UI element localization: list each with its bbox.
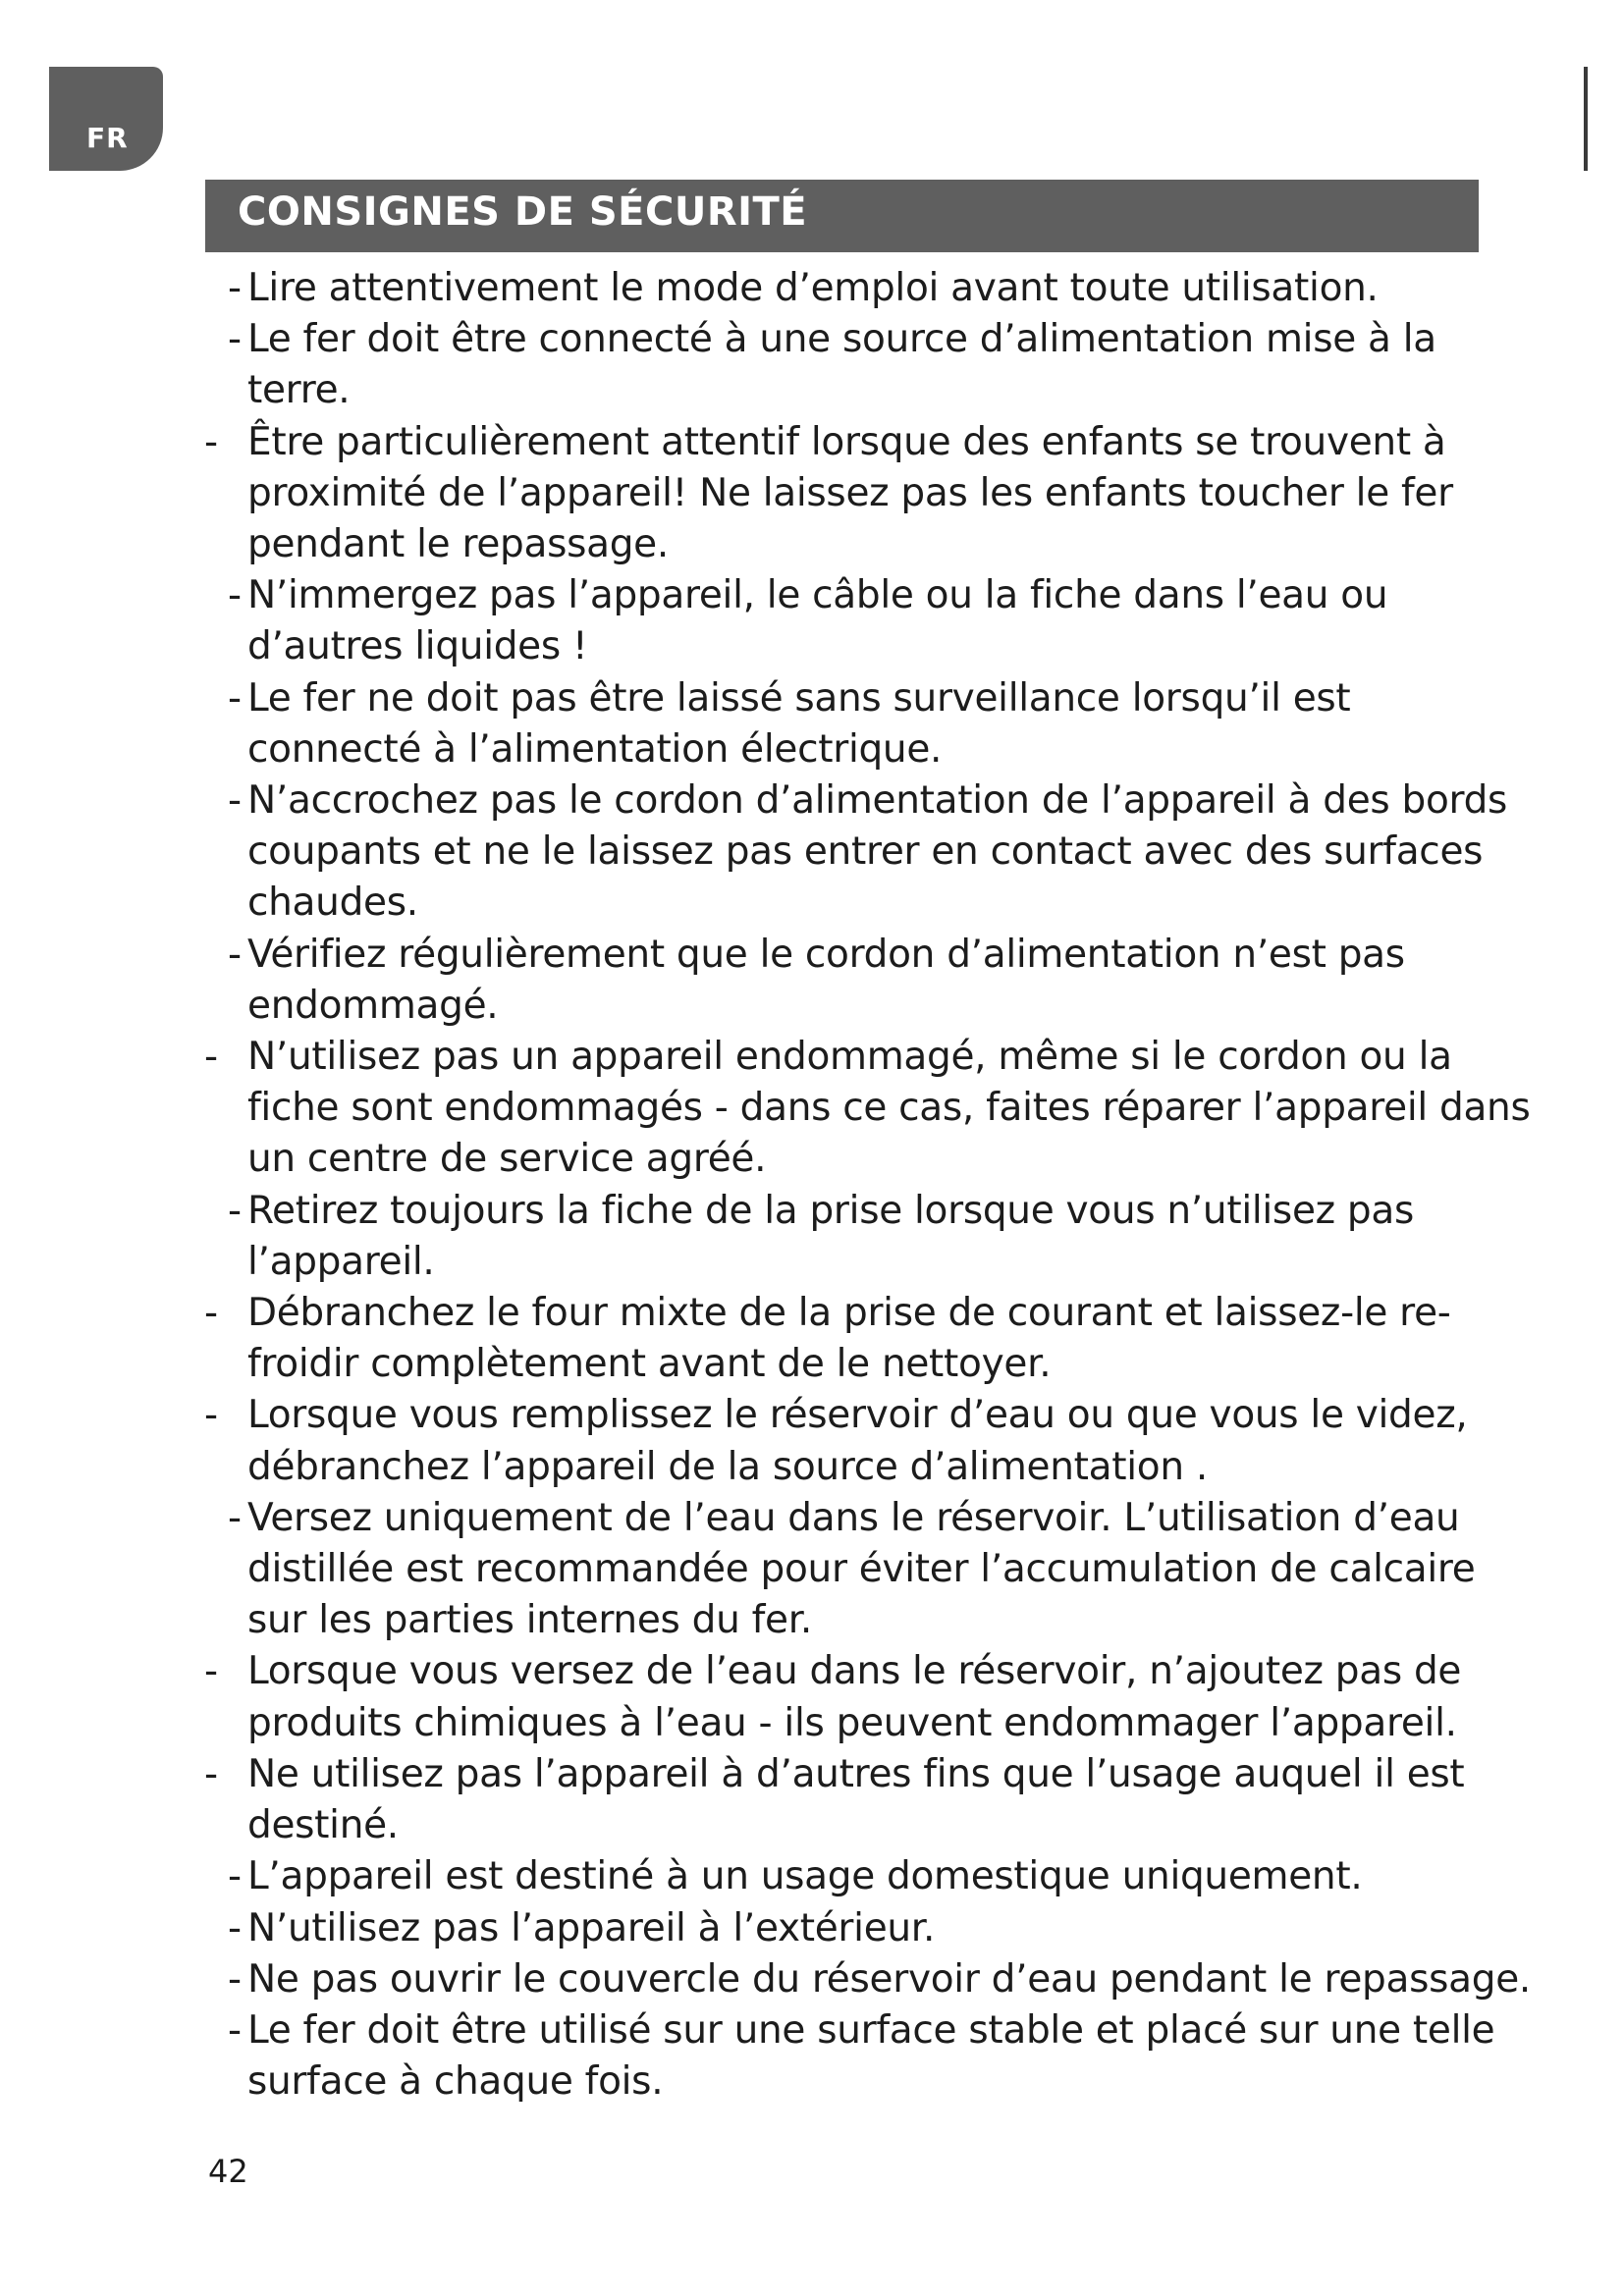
list-item-text: Lorsque vous versez de l’eau dans le réservoir, n’ajoutez pas de produits chimiques à l’eau - ils peuvent endommager l’appareil. bbox=[247, 1649, 1462, 1745]
bullet-dash: - bbox=[228, 317, 242, 362]
list-item-text: N’utilisez pas l’appareil à l’extérieur. bbox=[247, 1905, 936, 1950]
list-item-text: Retirez toujours la fiche de la prise lorsque vous n’utilisez pas l’appareil. bbox=[247, 1188, 1414, 1284]
list-item-text: Ne pas ouvrir le couvercle du réservoir d’eau pendant le repassage. bbox=[247, 1956, 1531, 2002]
list-item-text: N’immergez pas l’appareil, le câble ou la fiche dans l’eau ou d’autres liquides ! bbox=[247, 573, 1388, 669]
list-item bbox=[196, 775, 1532, 930]
list-item-text: Débranchez le four mixte de la prise de courant et laissez-le re-froidir complètement avant de le nettoyer. bbox=[247, 1291, 1451, 1387]
list-item-text: L’appareil est destiné à un usage domestique uniquement. bbox=[247, 1854, 1363, 1899]
list-item bbox=[196, 2005, 1532, 2108]
language-tab: FR bbox=[49, 67, 163, 171]
list-item-text: N’accrochez pas le cordon d’alimentation de l’appareil à des bords coupants et ne le laissez pas entrer en contact avec des surfaces chaudes. bbox=[247, 778, 1508, 926]
list-item-text: Vérifiez régulièrement que le cordon d’alimentation n’est pas endommagé. bbox=[247, 932, 1405, 1028]
bullet-dash: - bbox=[228, 266, 242, 310]
list-item-text: Ne utilisez pas l’appareil à d’autres fins que l’usage auquel il est destiné. bbox=[247, 1751, 1465, 1848]
bullet-dash: - bbox=[228, 932, 242, 977]
list-item bbox=[196, 263, 1532, 314]
list-item bbox=[196, 1954, 1532, 2005]
list-item-text: Être particulièrement attentif lorsque des enfants se trouvent à proximité de l’appareil! Ne laissez pas les enfants toucher le fer pendant le repassage. bbox=[247, 419, 1453, 567]
list-item bbox=[196, 1390, 1532, 1492]
list-item bbox=[196, 1032, 1532, 1186]
bullet-dash: - bbox=[228, 2007, 242, 2053]
bullet-dash: - bbox=[228, 1495, 242, 1540]
list-item-text: Le fer ne doit pas être laissé sans surveillance lorsqu’il est connecté à l’alimentation électrique. bbox=[247, 675, 1351, 772]
list-item-text: Le fer doit être utilisé sur une surface stable et placé sur une telle surface à chaque fois. bbox=[247, 2007, 1495, 2105]
list-item bbox=[196, 570, 1532, 672]
bullet-dash: - bbox=[228, 1854, 242, 1899]
list-item bbox=[196, 1749, 1532, 1851]
page-edge-bar bbox=[1584, 67, 1588, 171]
page-number: 42 bbox=[208, 2153, 248, 2190]
bullet-dash: - bbox=[228, 573, 242, 618]
list-item bbox=[196, 1186, 1532, 1288]
bullet-dash: - bbox=[204, 1291, 218, 1336]
bullet-dash: - bbox=[204, 1751, 218, 1796]
bullet-dash: - bbox=[228, 675, 242, 721]
bullet-dash: - bbox=[228, 1956, 242, 2002]
bullet-dash: - bbox=[228, 1905, 242, 1950]
list-item bbox=[196, 1646, 1532, 1748]
list-item bbox=[196, 930, 1532, 1032]
list-item bbox=[196, 1288, 1532, 1390]
bullet-dash: - bbox=[228, 778, 242, 824]
list-item-text: Lorsque vous remplissez le réservoir d’eau ou que vous le videz, débranchez l’appareil de la source d’alimentation . bbox=[247, 1393, 1468, 1489]
bullet-dash: - bbox=[204, 419, 218, 464]
bullet-dash: - bbox=[204, 1035, 218, 1080]
list-item bbox=[196, 1493, 1532, 1647]
list-item-text: N’utilisez pas un appareil endommagé, même si le cordon ou la fiche sont endommagés - dans ce cas, faites réparer l’appareil dans un centre de service agréé. bbox=[247, 1035, 1531, 1182]
list-item bbox=[196, 1903, 1532, 1954]
list-item-text: Le fer doit être connecté à une source d’alimentation mise à la terre. bbox=[247, 317, 1436, 413]
section-title: CONSIGNES DE SÉCURITÉ bbox=[205, 180, 1479, 252]
safety-instructions-list bbox=[196, 263, 1532, 2108]
bullet-dash: - bbox=[228, 1188, 242, 1233]
bullet-dash: - bbox=[204, 1649, 218, 1694]
list-item-text: Versez uniquement de l’eau dans le réservoir. L’utilisation d’eau distillée est recommandée pour éviter l’accumulation de calcaire sur les parties internes du fer. bbox=[247, 1495, 1476, 1643]
list-item bbox=[196, 1851, 1532, 1902]
bullet-dash: - bbox=[204, 1393, 218, 1438]
list-item bbox=[196, 673, 1532, 775]
list-item-text: Lire attentivement le mode d’emploi avant toute utilisation. bbox=[247, 266, 1379, 310]
list-item bbox=[196, 314, 1532, 416]
list-item bbox=[196, 417, 1532, 571]
